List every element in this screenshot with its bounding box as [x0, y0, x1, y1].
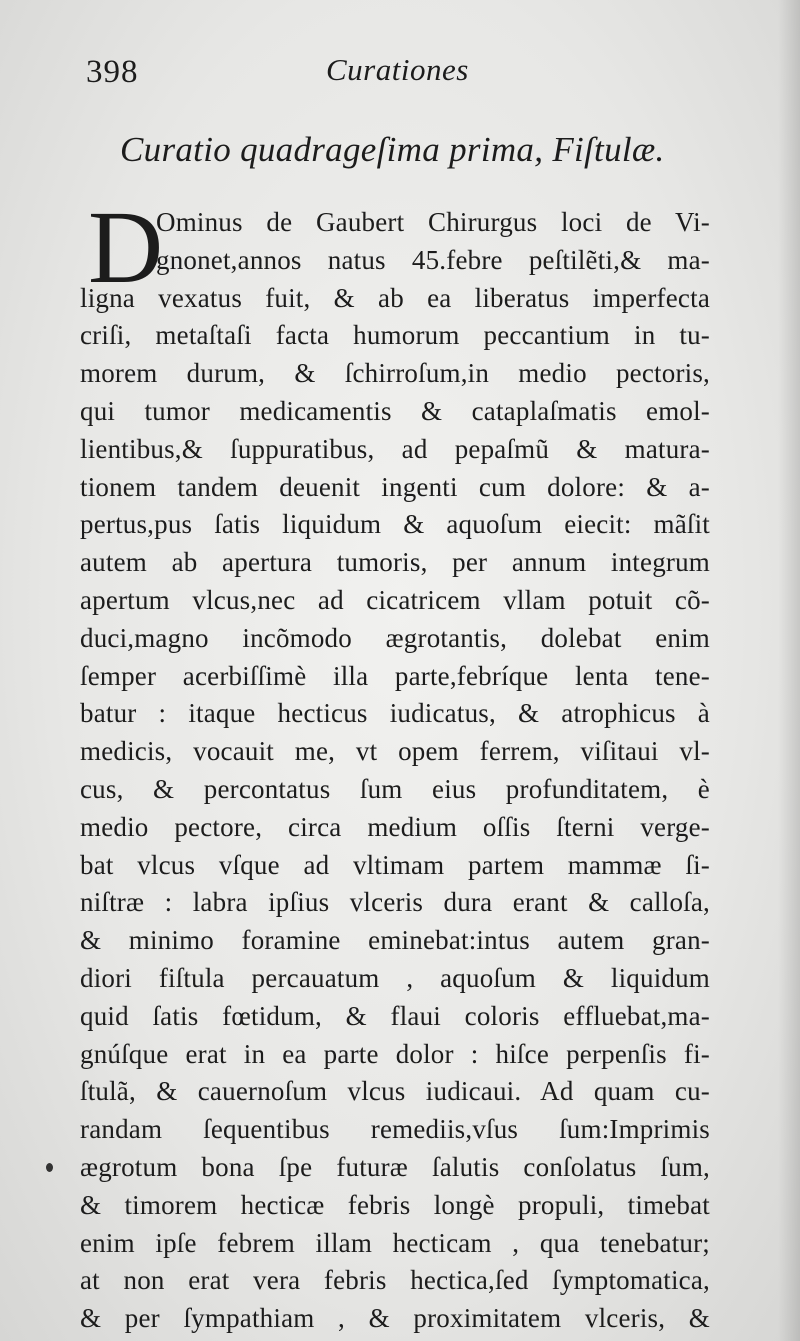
text-line: tionem tandem deuenit ingenti cum dolore: & a- [80, 471, 710, 502]
text-line: & per ſympathiam , & proximitatem vlceris, & [80, 1303, 710, 1334]
text-line: qui tumor medicamentis & cataplaſmatis emol- [80, 395, 710, 426]
text-line: ſtulã, & cauernoſum vlcus iudicaui. Ad quam cu- [80, 1076, 710, 1107]
text-line: Ominus de Gaubert Chirurgus loci de Vi- [156, 207, 710, 237]
page-number: 398 [86, 54, 139, 90]
running-title: Curationes [326, 52, 469, 87]
text-line: & timorem hecticæ febris longè propuli, timebat [80, 1189, 710, 1220]
text-line: ægrotum bona ſpe futuræ ſalutis conſolatus ſum, [80, 1151, 710, 1182]
text-line: niſtræ : labra ipſius vlceris dura erant & calloſa, [80, 887, 710, 918]
text-line: autem ab apertura tumoris, per annum integrum [80, 547, 710, 578]
text-line: medio pectore, circa medium oſſis ſterni verge- [80, 811, 710, 842]
text-line: bat vlcus vſque ad vltimam partem mammæ ſi- [80, 849, 710, 880]
text-line: ligna vexatus fuit, & ab ea liberatus imperfecta [80, 282, 710, 313]
text-line: duci,magno incõmodo ægrotantis, dolebat enim [80, 622, 710, 653]
text-line: cus, & percontatus ſum eius profunditatem, è [80, 773, 710, 804]
drop-cap: D [88, 190, 164, 305]
text-line: enim ipſe febrem illam hecticam , qua tenebatur; [80, 1227, 710, 1258]
text-line: at non erat vera febris hectica,ſed ſymptomatica, [80, 1265, 710, 1296]
text-line: morem durum, & ſchirroſum,in medio pectoris, [80, 358, 710, 389]
text-line: medicis, vocauit me, vt opem ferrem, viſitaui vl- [80, 736, 710, 767]
text-line: apertum vlcus,nec ad cicatricem vllam potuit cõ- [80, 584, 710, 615]
text-line: ſemper acerbiſſimè illa parte,febríque lenta tene- [80, 660, 710, 691]
text-line: gnúſque erat in ea parte dolor : hiſce perpenſis fi- [80, 1038, 710, 1069]
text-line: diori fiſtula percauatum , aquoſum & liquidum [80, 962, 710, 993]
body-text [80, 204, 710, 1338]
text-line: gnonet,annos natus 45.febre peſtilẽti,& ma- [156, 244, 710, 275]
running-head [86, 50, 726, 94]
text-line: lientibus,& ſuppuratibus, ad pepaſmũ & matura- [80, 433, 710, 464]
text-line: & minimo foramine eminebat:intus autem gran- [80, 925, 710, 956]
ink-spot [46, 1163, 53, 1172]
text-line: pertus,pus ſatis liquidum & aquoſum eiecit: mãſit [80, 509, 710, 540]
page-edge-shadow [778, 0, 800, 1341]
text-line: quid ſatis fœtidum, & flaui coloris effluebat,ma- [80, 1000, 710, 1031]
chapter-title: Curatio quadrageſima prima, Fiſtulæ. [120, 130, 665, 169]
text-line: randam ſequentibus remediis,vſus ſum:Imprimis [80, 1114, 710, 1145]
text-line: criſi, metaſtaſi facta humorum peccantium in tu- [80, 320, 710, 351]
text-line: batur : itaque hecticus iudicatus, & atrophicus à [80, 698, 710, 729]
